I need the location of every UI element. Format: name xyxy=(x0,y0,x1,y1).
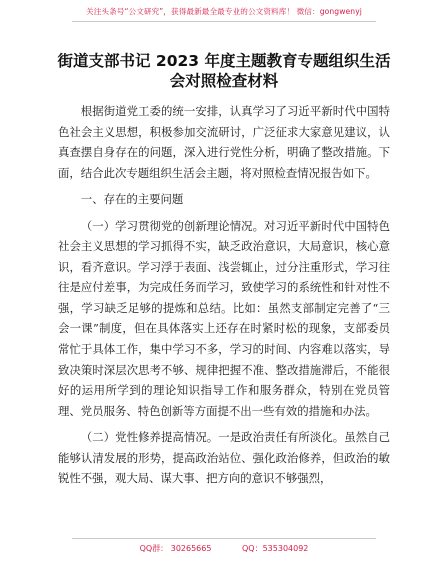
intro-paragraph: 根据街道党工委的统一安排，认真学习了习近平新时代中国特色社会主义思想，积极参加交流研讨，广泛征求大家意见建议，认真查摆自身存在的问题，深入进行党性分析，明确了整改措施。下面，结合此次专题组织生活会主题，将对照检查情况报告如下。 xyxy=(58,104,390,180)
footer-divider xyxy=(72,538,376,539)
header-divider xyxy=(72,21,376,22)
section-2-paragraph: （二）党性修养提高情况。一是政治责任有所淡化。虽然自己能够认清发展的形势，提高政治站位、强化政治修养，但政治的敏锐性不强，观大局、谋大事、把方向的意识不够强烈， xyxy=(58,430,390,486)
section-heading: 一、存在的主要问题 xyxy=(80,192,184,207)
section-1-paragraph: （一）学习贯彻党的创新理论情况。对习近平新时代中国特色社会主义思想的学习抓得不实，缺乏政治意识，大局意识，核心意识，看齐意识。学习浮于表面、浅尝辄止，过分注重形式，学习往往是应付差事，为完成任务而学习，致使学习的系统性和针对性不强，学习缺乏足够的提炼和总结。比如：虽然支部制定完善了“三会一课”制度，但在具体落实上还存在时紧时松的现象，支部委员常忙于具体工作，集中学习不多，学习的时间、内容难以落实，导致决策时深层次思考不够、规律把握不准、整改措施滞后，不能很好的运用所学到的理论知识指导工作和服务群众，特别在党员管理、党员服务、特色创新等方面提不出一些有效的措施和办法。 xyxy=(58,218,390,418)
document-title xyxy=(48,51,400,91)
title-line-2: 会对照检查材料 xyxy=(169,72,279,90)
footer xyxy=(0,543,448,554)
title-line-1: 街道支部书记 2023 年度主题教育专题组织生活 xyxy=(57,52,391,70)
footer-qq: QQ：535304092 xyxy=(242,544,309,553)
footer-qq-group: QQ群： 30265665 xyxy=(139,544,212,553)
header-banner: 关注头条号“公文研究”，获得最新最全最专业的公文资料库！ 微信：gongwenyj xyxy=(86,7,362,16)
document-body xyxy=(58,101,390,495)
